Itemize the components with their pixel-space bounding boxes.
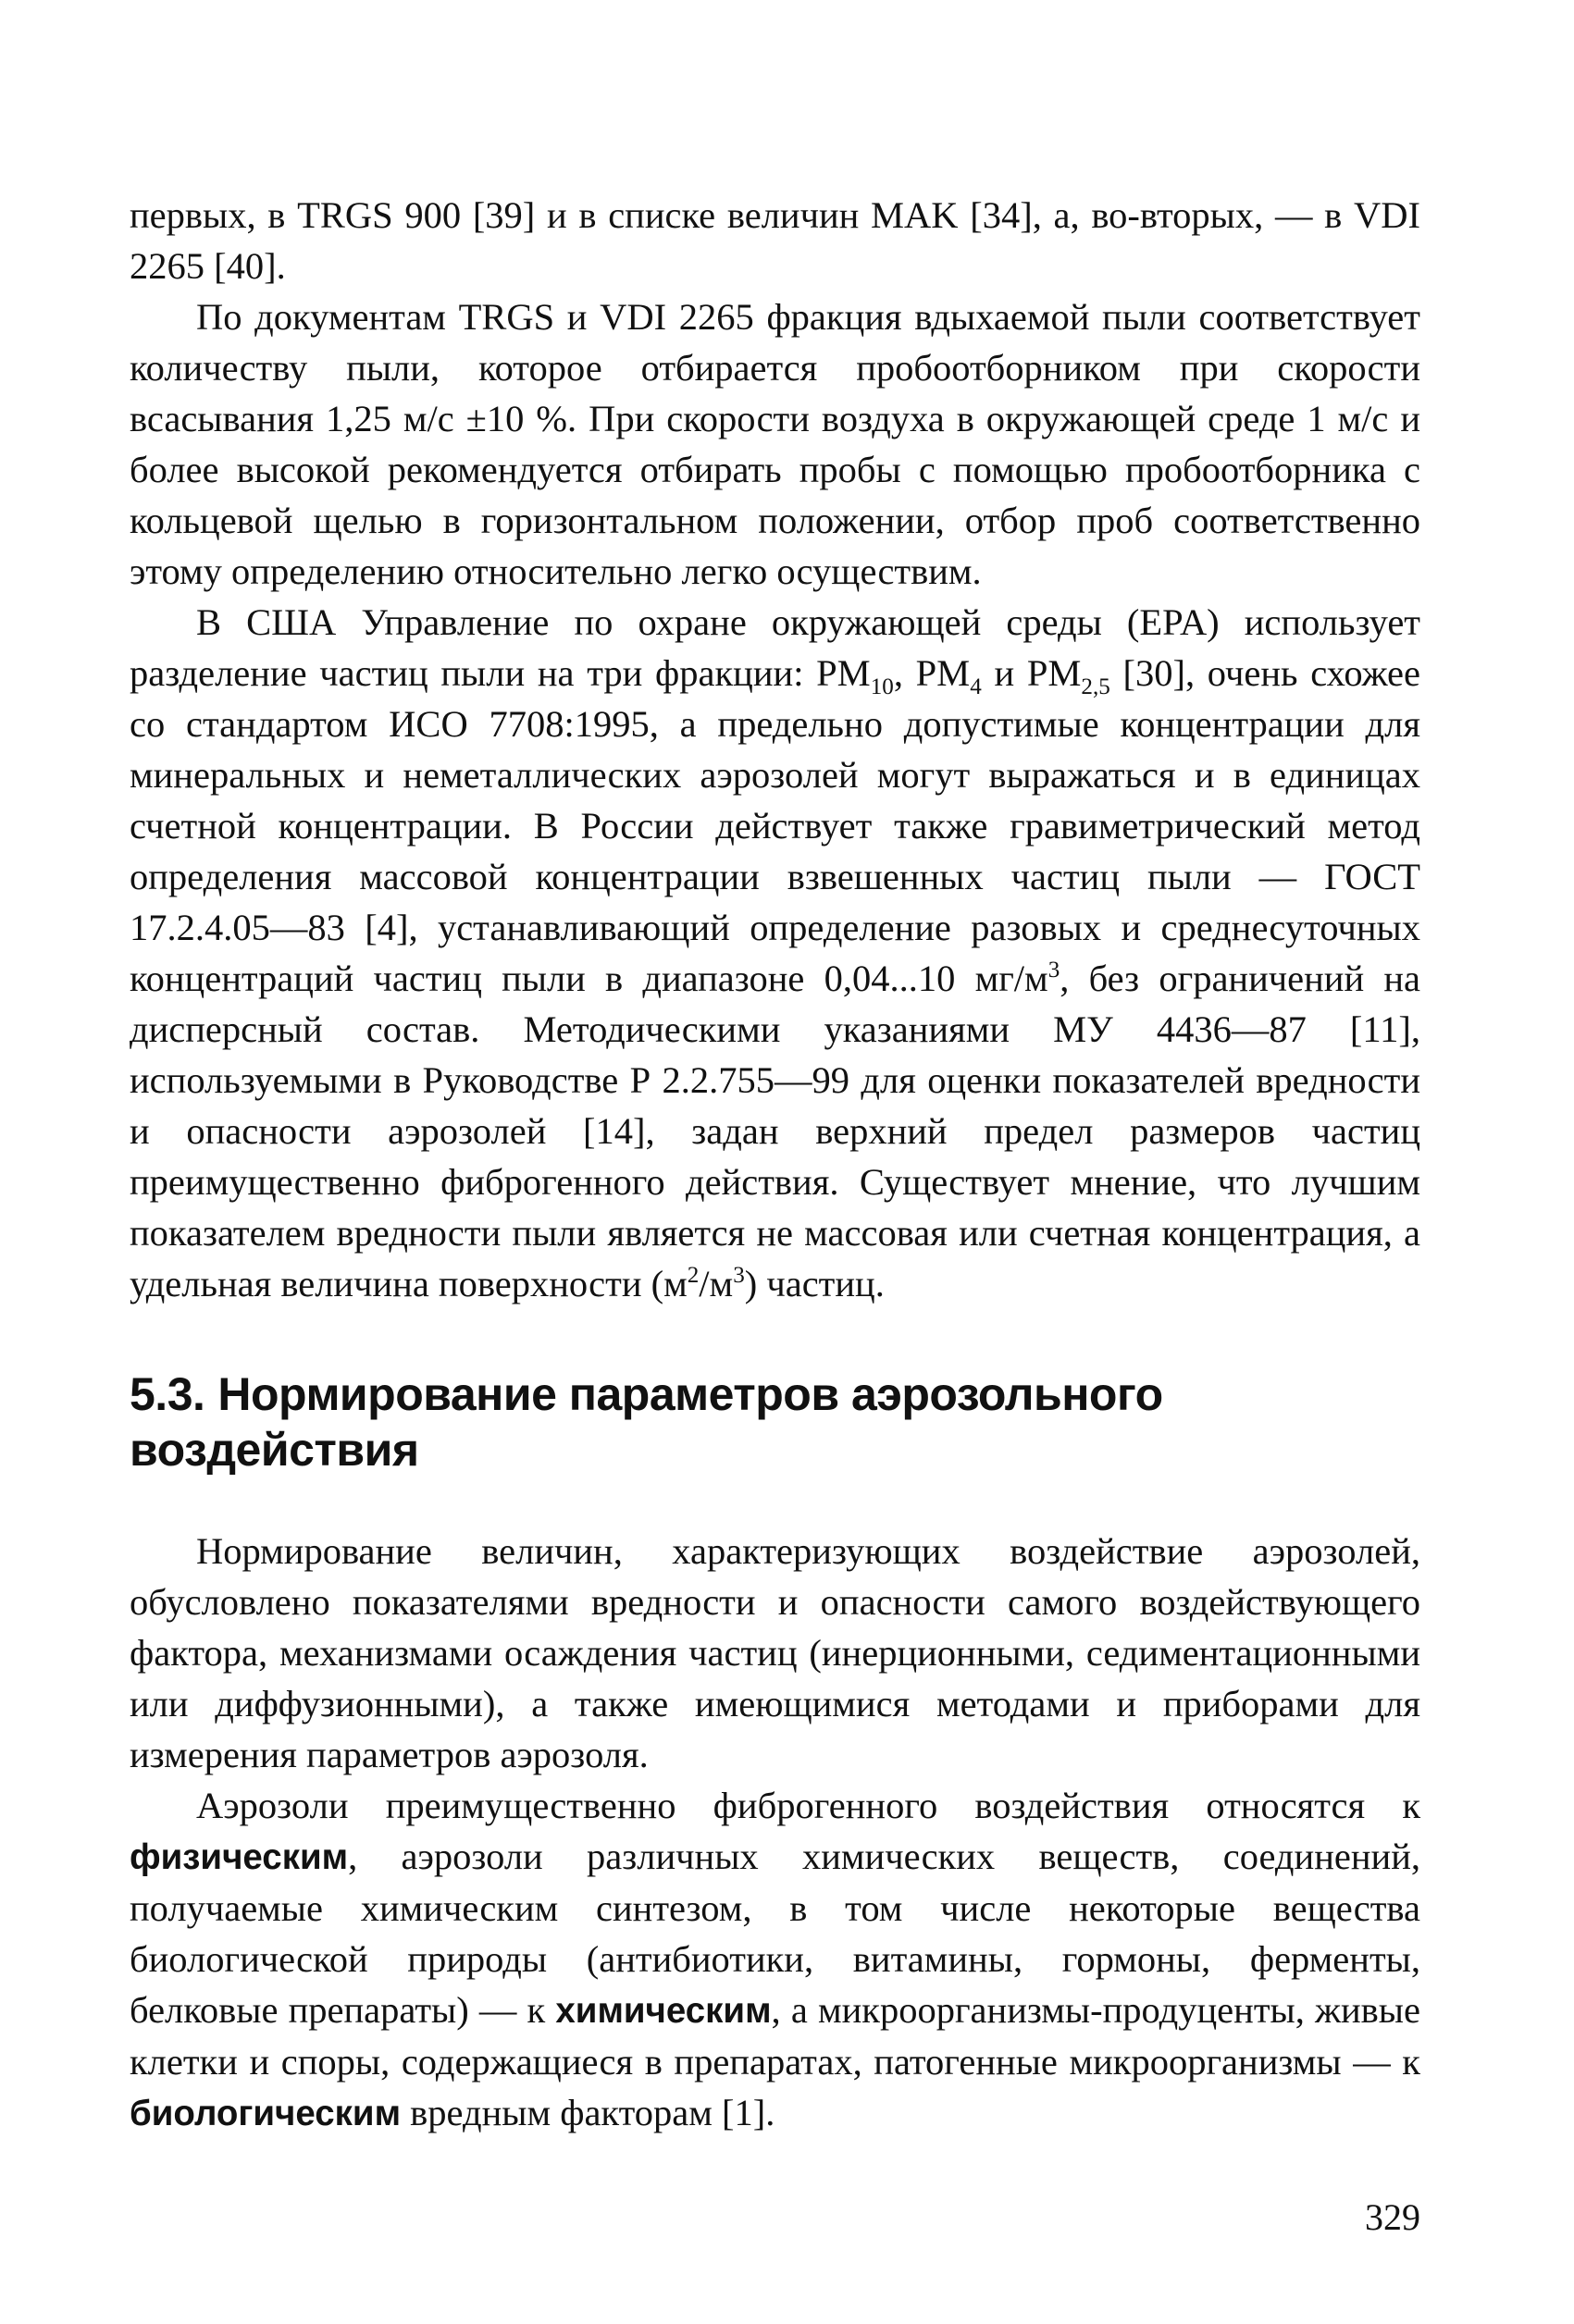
paragraph-trgs-vdi: По документам TRGS и VDI 2265 фракция вдыхаемой пыли соответствует количеству пыли, которое отбирается пробоотборником при скорости всасывания 1,25 м/с ±10 %. При скорости воздуха в окружающей среде 1 м/с и более высокой рекомендуется отбирать пробы с помощью пробоотборника с кольцевой щелью в горизонтальном положении, отбор проб соответственно этому определению относительно легко осуществим. — [130, 296, 1420, 592]
paragraph-continuation: первых, в TRGS 900 [39] и в списке величин MAK [34], а, во-вторых, — в VDI 2265 [40]. — [130, 194, 1420, 287]
page-number: 329 — [1365, 2196, 1420, 2238]
section-title: Нормирование параметров аэрозольного воздействия — [130, 1368, 1163, 1476]
term-biological: биологическим — [130, 2094, 402, 2133]
section-number: 5.3. — [130, 1368, 205, 1420]
term-chemical: химическим — [555, 1991, 772, 2031]
page-body — [130, 190, 1420, 2139]
term-physical: физическим — [130, 1837, 349, 1877]
paragraph-epa: В США Управление по охране окружающей среды (EPA) использует разделение частиц пыли на три фракции: $PM_{10}$, $PM_4$ и $PM_{2,5}$ [30], очень схожее со стандартом ИСО 7708:1995, а предельно допустимые концентрации для минеральных и неметаллических аэрозолей могут выражаться и в единицах счетной концентрации. В России действует также гравиметрический метод определения массовой концентрации взвешенных частиц пыли — ГОСТ 17.2.4.05—83 [4], устанавливающий определение разовых и среднесуточных концентраций частиц пыли в диапазоне 0,04...10 $мг/м^3$, без ограничений на дисперсный состав. Методическими указаниями МУ 4436—87 [11], используемыми в Руководстве Р 2.2.755—99 для оценки показателей вредности и опасности аэрозолей [14], задан верхний предел размеров частиц преимущественно фиброгенного действия. Существует мнение, что лучшим показателем вредности пыли является не массовая или счетная концентрация, а удельная величина поверхности $(м^2/м^3)$ частиц. — [130, 601, 1420, 1304]
paragraph-aerosol-types: Аэрозоли преимущественно фиброгенного воздействия относятся к физическим, аэрозоли различных химических веществ, соединений, получаемые химическим синтезом, в том числе некоторые вещества биологической природы (антибиотики, витамины, гормоны, ферменты, белковые препараты) — к химическим, а микроорганизмы-продуценты, живые клетки и споры, содержащиеся в препаратах, патогенные микроорганизмы — к биологическим вредным факторам [1]. — [130, 1785, 1420, 2133]
paragraph-normirovanie: Нормирование величин, характеризующих воздействие аэрозолей, обусловлено показателями вредности и опасности самого воздействующего фактора, механизмами осаждения частиц (инерционными, седиментационными или диффузионными), а также имеющимися методами и приборами для измерения параметров аэрозоля. — [130, 1530, 1420, 1775]
section-heading — [130, 1366, 1420, 1477]
